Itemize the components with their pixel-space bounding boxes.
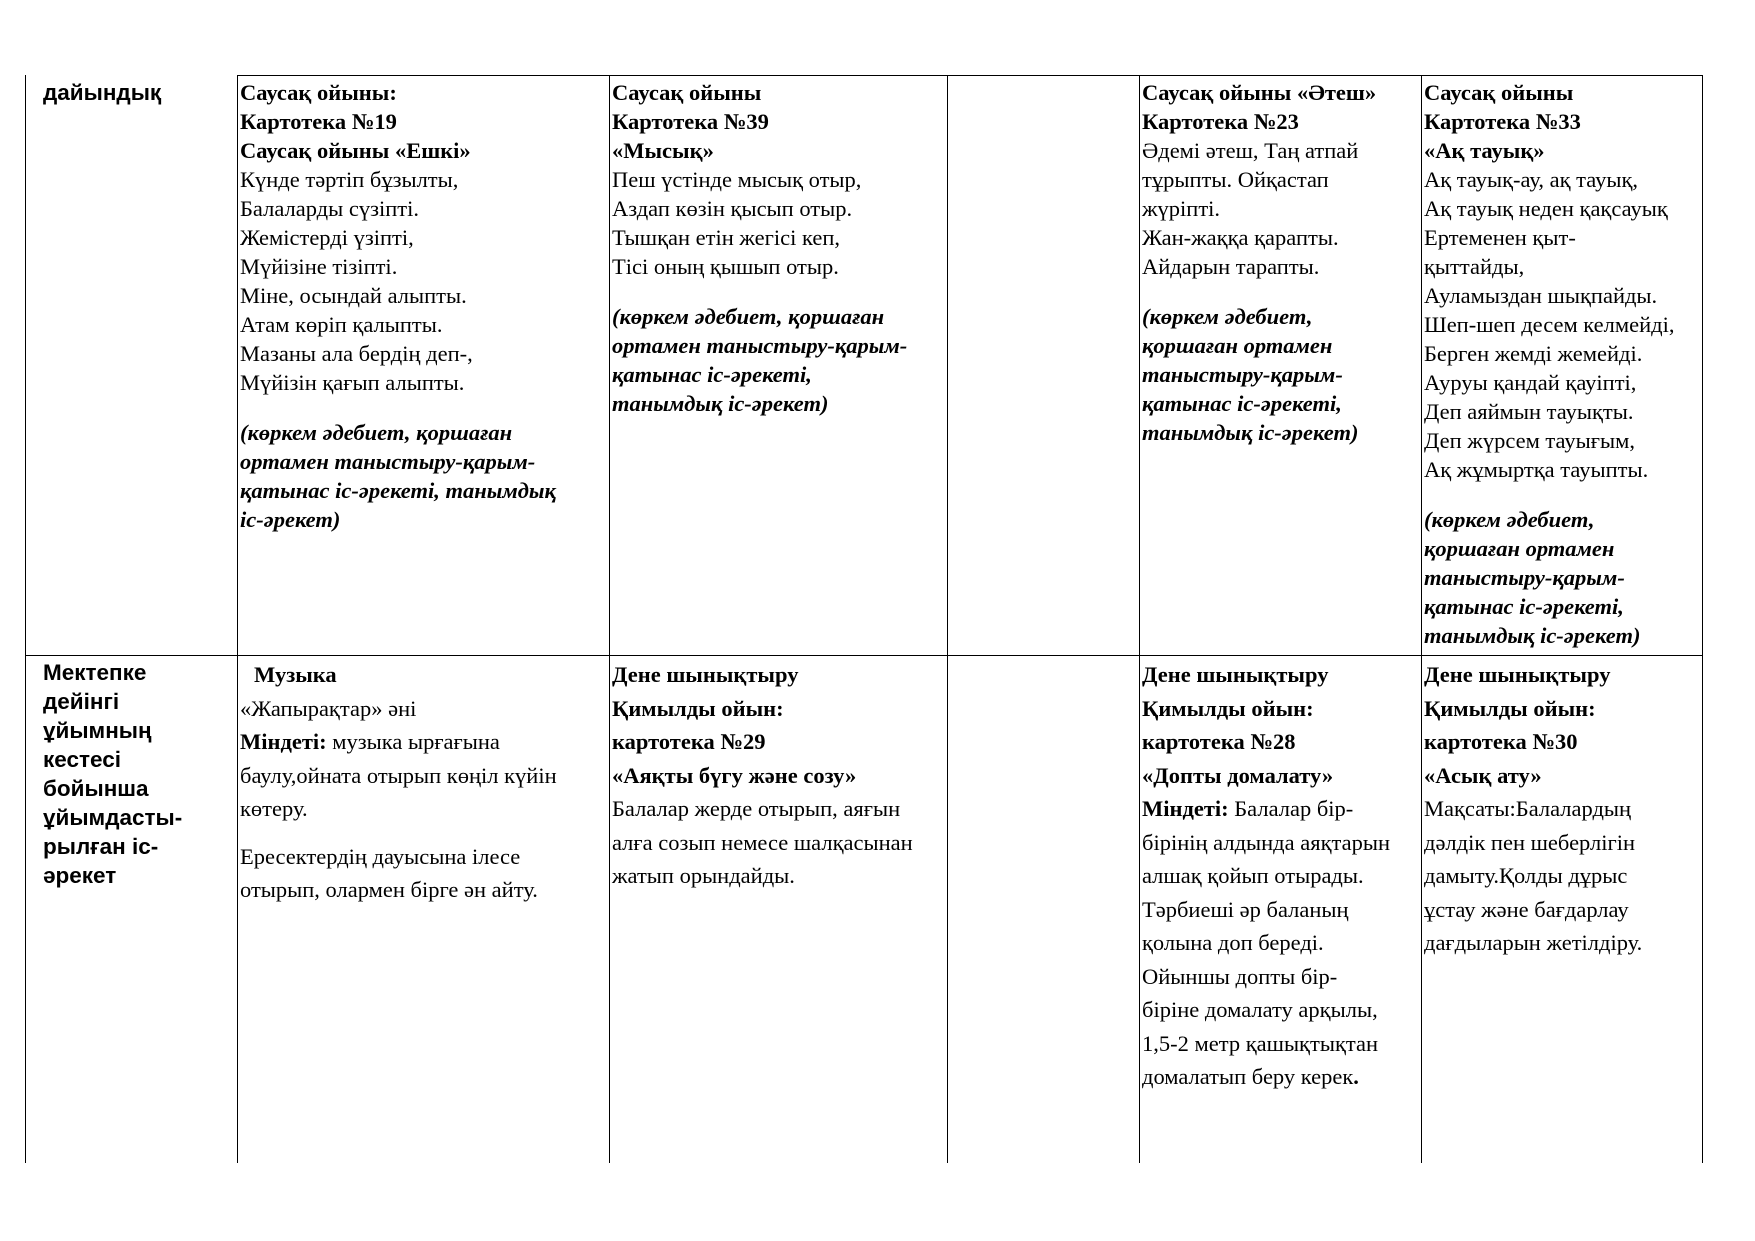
cell-text-line: Мүйізін қағып алыпты. (240, 370, 465, 395)
table-border-vertical (25, 75, 26, 1163)
cell-text-line: Деп жүрсем тауығым, (1424, 428, 1635, 453)
cell-text-line: Ақ жұмыртқа тауыпты. (1424, 457, 1649, 482)
cell-text-line: алға созып немесе шалқасынан (612, 829, 913, 855)
regular-text: музыка ырғағына (326, 729, 500, 754)
cell-text-line: Атам көріп қалыпты. (240, 312, 443, 337)
table-cell (240, 78, 556, 534)
regular-text: Балалар бір- (1228, 796, 1354, 821)
cell-text-line: «Жапырақтар» әні (240, 695, 417, 721)
cell-text-line: Балаларды сүзіпті. (240, 196, 420, 221)
cell-text-line: Күнде тәртіп бұзылты, (240, 167, 459, 192)
cell-text-line: Берген жемді жемейді. (1424, 341, 1643, 366)
cell-text-line: Мүйізіне тізіпті. (240, 254, 398, 279)
cell-text-line: Ертеменен қыт- (1424, 225, 1576, 250)
cell-text-line: Аздап көзін қысып отыр. (612, 196, 853, 221)
cell-text-line: Пеш үстінде мысық отыр, (612, 167, 862, 192)
table-cell (240, 658, 557, 907)
paragraph-gap (240, 826, 557, 840)
table-cell (1142, 658, 1390, 1094)
cell-text-line: баулу,ойната отырып көңіл күйін (240, 762, 557, 788)
heading-line: «Допты домалату» (1142, 762, 1334, 788)
cell-text-line: Тісі оның қышып отыр. (612, 254, 839, 279)
table-border-horizontal (25, 655, 1703, 656)
cell-text-line: біріне домалату арқылы, (1142, 997, 1378, 1022)
heading-line: Саусақ ойыны «Ешкі» (240, 138, 471, 163)
heading-line: «Ақ тауық» (1424, 138, 1545, 163)
cell-text-line: Ойыншы допты бір- (1142, 963, 1338, 989)
bold-text: Міндеті: (240, 729, 327, 754)
cell-text-line: Айдарын тарапты. (1142, 254, 1320, 279)
heading-line: Қимылды ойын: (1424, 695, 1596, 721)
heading-line: Саусақ ойыны «Әтеш» (1142, 80, 1377, 105)
table-border-horizontal (237, 75, 1703, 76)
cell-text-line: жатып орындайды. (612, 863, 795, 888)
cell-text-line: Тәрбиеші әр баланың (1142, 896, 1349, 922)
paragraph-gap (1424, 484, 1674, 505)
row-label-line: ұйымдасты- (43, 805, 183, 830)
heading-line: Саусақ ойыны: (240, 80, 397, 105)
table-border-vertical (1702, 75, 1703, 1163)
heading-line: Картотека №19 (240, 109, 397, 134)
cell-text-line: Жемістерді үзіпті, (240, 225, 414, 250)
table-border-vertical (1421, 75, 1422, 1163)
cell-text-line: қолына доп береді. (1142, 930, 1324, 955)
integration-note-line: танымдық іс-әрекет) (1424, 623, 1641, 648)
heading-line: картотека №29 (612, 729, 766, 754)
bold-text: . (1353, 1064, 1359, 1089)
cell-text-line: қыттайды, (1424, 254, 1525, 279)
row-label-line: ұйымның (43, 718, 152, 743)
heading-line: Дене шынықтыру (1142, 662, 1329, 687)
heading-line: Картотека №23 (1142, 109, 1299, 134)
cell-text-line (1142, 792, 1390, 826)
row-label (43, 658, 182, 890)
heading-line: Саусақ ойыны (1424, 80, 1574, 105)
paragraph-gap (240, 397, 556, 418)
cell-text-line: Мазаны ала бердің деп-, (240, 341, 473, 366)
heading-line: картотека №30 (1424, 729, 1578, 754)
cell-text-line: Деп аяймын тауықты. (1424, 399, 1634, 424)
integration-note-line: (көркем әдебиет, (1142, 304, 1313, 329)
table-cell (612, 658, 913, 893)
row-label-line: дайындық (43, 80, 162, 105)
row-label-line: дейінгі (43, 689, 120, 714)
cell-text-line: дәлдік пен шеберлігін (1424, 829, 1636, 855)
cell-text-line: 1,5-2 метр қашықтықтан (1142, 1030, 1379, 1056)
heading-line: Картотека №39 (612, 109, 769, 134)
heading-line: Дене шынықтыру (612, 662, 799, 687)
cell-text-line: Ауламыздан шықпайды. (1424, 283, 1658, 308)
cell-text-line: тұрыпты. Ойқастап (1142, 167, 1329, 192)
cell-text-line: отырып, олармен бірге ән айту. (240, 877, 538, 902)
heading-line: Дене шынықтыру (1424, 662, 1611, 687)
heading-line: «Аяқты бүгу және созу» (612, 762, 857, 788)
cell-text-line: Міне, осындай алыпты. (240, 283, 467, 308)
integration-note-line: танымдық іс-әрекет) (1142, 420, 1359, 445)
cell-text-line: Ауруы қандай қауіпті, (1424, 370, 1637, 395)
integration-note-line: іс-әрекет) (240, 507, 341, 532)
heading-line: «Мысық» (612, 138, 714, 163)
cell-text-line (1142, 1060, 1390, 1094)
cell-text-line: Жан-жаққа қарапты. (1142, 225, 1339, 250)
table-border-vertical (609, 75, 610, 1163)
bold-text: Міндеті: (1142, 796, 1229, 821)
heading-line: Картотека №33 (1424, 109, 1581, 134)
table-border-vertical (947, 75, 948, 1163)
heading-line: Саусақ ойыны (612, 80, 762, 105)
cell-text-line: Ақ тауық неден қақсауық (1424, 196, 1668, 221)
heading-line: «Асық ату» (1424, 762, 1542, 788)
integration-note-line: ортамен таныстыру-қарым- (240, 449, 536, 474)
integration-note-line: таныстыру-қарым- (1142, 362, 1343, 387)
cell-text-line: көтеру. (240, 796, 308, 821)
heading-line: картотека №28 (1142, 729, 1296, 754)
cell-text-line: Шеп-шеп десем келмейді, (1424, 312, 1675, 337)
heading-line: Қимылды ойын: (612, 695, 784, 721)
table-border-vertical (1139, 75, 1140, 1163)
integration-note-line: қатынас іс-әрекеті, (1424, 594, 1624, 619)
cell-text-line: Балалар жерде отырып, аяғын (612, 796, 901, 821)
cell-text-line: дағдыларын жетілдіру. (1424, 930, 1643, 955)
cell-text-line (240, 725, 557, 759)
table-cell (1424, 78, 1674, 650)
cell-text-line: бірінің алдында аяқтарын (1142, 829, 1391, 855)
cell-text-line: алшақ қойып отырады. (1142, 863, 1364, 888)
integration-note-line: қоршаған ортамен (1424, 536, 1615, 561)
paragraph-gap (1142, 281, 1376, 302)
table-border-vertical (237, 75, 238, 1163)
heading-line: Музыка (254, 662, 337, 687)
cell-text-line: Ақ тауық-ау, ақ тауық, (1424, 167, 1639, 192)
integration-note-line: қатынас іс-әрекеті, танымдық (240, 478, 556, 503)
integration-note-line: таныстыру-қарым- (1424, 565, 1625, 590)
row-label-line: Мектепке (43, 660, 147, 685)
integration-note-line: (көркем әдебиет, (1424, 507, 1595, 532)
row-label-line: әрекет (43, 863, 117, 888)
integration-note-line: (көркем әдебиет, қоршаған (612, 304, 885, 329)
row-label-line: рылған іс- (43, 834, 159, 859)
row-label-line: бойынша (43, 776, 149, 801)
paragraph-gap (612, 281, 907, 302)
integration-note-line: қатынас іс-әрекеті, (1142, 391, 1342, 416)
cell-text-line: Мақсаты:Балалардың (1424, 796, 1632, 821)
cell-text-line: Әдемі әтеш, Таң атпай (1142, 138, 1359, 163)
integration-note-line: танымдық іс-әрекет) (612, 391, 829, 416)
table-cell (1142, 78, 1376, 447)
cell-text-line: дамыту.Қолды дұрыс (1424, 863, 1628, 888)
cell-text-line: Ересектердің дауысына ілесе (240, 843, 521, 869)
table-cell (612, 78, 907, 418)
regular-text: домалатып беру керек (1142, 1064, 1354, 1089)
integration-note-line: қоршаған ортамен (1142, 333, 1333, 358)
integration-note-line: ортамен таныстыру-қарым- (612, 333, 908, 358)
row-label (43, 78, 161, 107)
integration-note-line: қатынас іс-әрекеті, (612, 362, 812, 387)
integration-note-line: (көркем әдебиет, қоршаған (240, 420, 513, 445)
cell-text-line: ұстау және бағдарлау (1424, 896, 1629, 922)
cell-text-line: жүріпті. (1142, 196, 1221, 221)
row-label-line: кестесі (43, 747, 121, 772)
heading-line: Қимылды ойын: (1142, 695, 1314, 721)
cell-text-line: Тышқан етін жегісі кеп, (612, 225, 840, 250)
table-cell (1424, 658, 1642, 960)
